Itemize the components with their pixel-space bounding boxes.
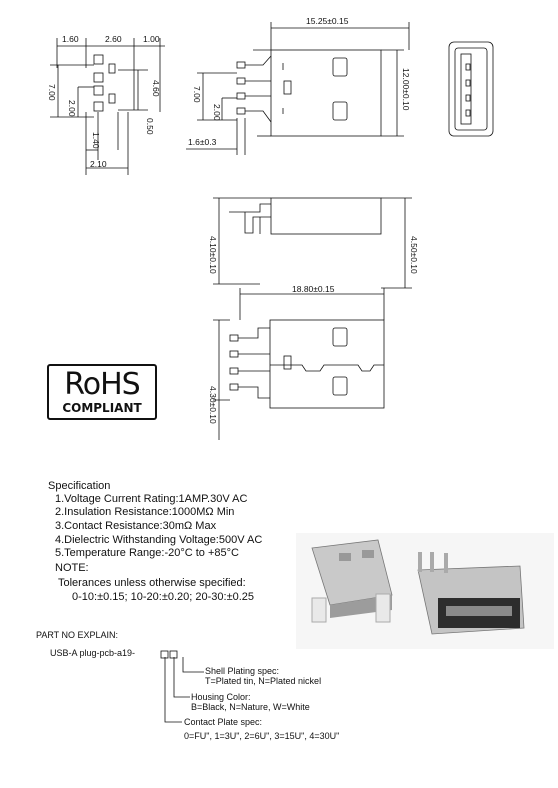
housing-color-values: B=Black, N=Nature, W=White: [191, 702, 310, 712]
dim-label: 1.6±0.3: [188, 137, 217, 147]
housing-color-title: Housing Color:: [191, 692, 251, 702]
dim-label: 1.00: [143, 34, 160, 44]
dim-label: 7.00: [192, 86, 202, 103]
rohs-title: RoHS: [64, 367, 140, 402]
spec-item: 1.Voltage Current Rating:1AMP.30V AC: [55, 493, 248, 505]
tolerance-values: 0-10:±0.15; 10-20:±0.20; 20-30:±0.25: [72, 591, 255, 603]
spec-item: 3.Contact Resistance:30mΩ Max: [55, 520, 217, 532]
part-no-heading: PART NO EXPLAIN:: [36, 630, 119, 640]
dim-label: 1.40: [91, 132, 101, 149]
dim-label: 4.10±0.10: [208, 236, 218, 274]
dim-label: 12.00±0.10: [401, 68, 411, 111]
rohs-subtitle: COMPLIANT: [62, 401, 142, 415]
dim-label: 15.25±0.15: [306, 16, 349, 26]
tolerance-heading: Tolerances unless otherwise specified:: [58, 577, 246, 589]
dim-label: 18.80±0.15: [292, 284, 335, 294]
contact-plate-values: 0=FU", 1=3U", 2=6U", 3=15U", 4=30U": [184, 731, 340, 741]
dim-label: 1.60: [62, 34, 79, 44]
contact-plate-title: Contact Plate spec:: [184, 717, 263, 727]
dim-label: 2.60: [105, 34, 122, 44]
dim-label: 2.00: [212, 104, 222, 121]
dim-label: 7.00: [47, 84, 57, 101]
dim-label: 2.00: [67, 100, 77, 117]
dim-label: 4.50±0.10: [409, 236, 419, 274]
rohs-compliant-logo: [47, 364, 157, 420]
part-no-code: USB-A plug-pcb-a19-: [50, 648, 136, 658]
side-view: [213, 198, 412, 288]
spec-heading: Specification: [48, 480, 111, 492]
spec-item: 4.Dielectric Withstanding Voltage:500V AC: [55, 534, 263, 546]
shell-plating-values: T=Plated tin, N=Plated nickel: [205, 676, 322, 686]
spec-item: 2.Insulation Resistance:1000MΩ Min: [55, 506, 235, 518]
long-view: [213, 288, 384, 440]
dim-label: 4.30±0.10: [208, 386, 218, 424]
plan-view: [186, 22, 409, 155]
shell-plating-title: Shell Plating spec:: [205, 666, 280, 676]
spec-item: 5.Temperature Range:-20°C to +85°C: [55, 547, 239, 559]
product-photo: [296, 533, 554, 649]
dim-label: 0.50: [145, 118, 155, 135]
note-label: NOTE:: [55, 562, 89, 574]
dim-label: 2.10: [90, 159, 107, 169]
front-view: [449, 42, 493, 136]
dim-label: 4.60: [151, 80, 161, 97]
